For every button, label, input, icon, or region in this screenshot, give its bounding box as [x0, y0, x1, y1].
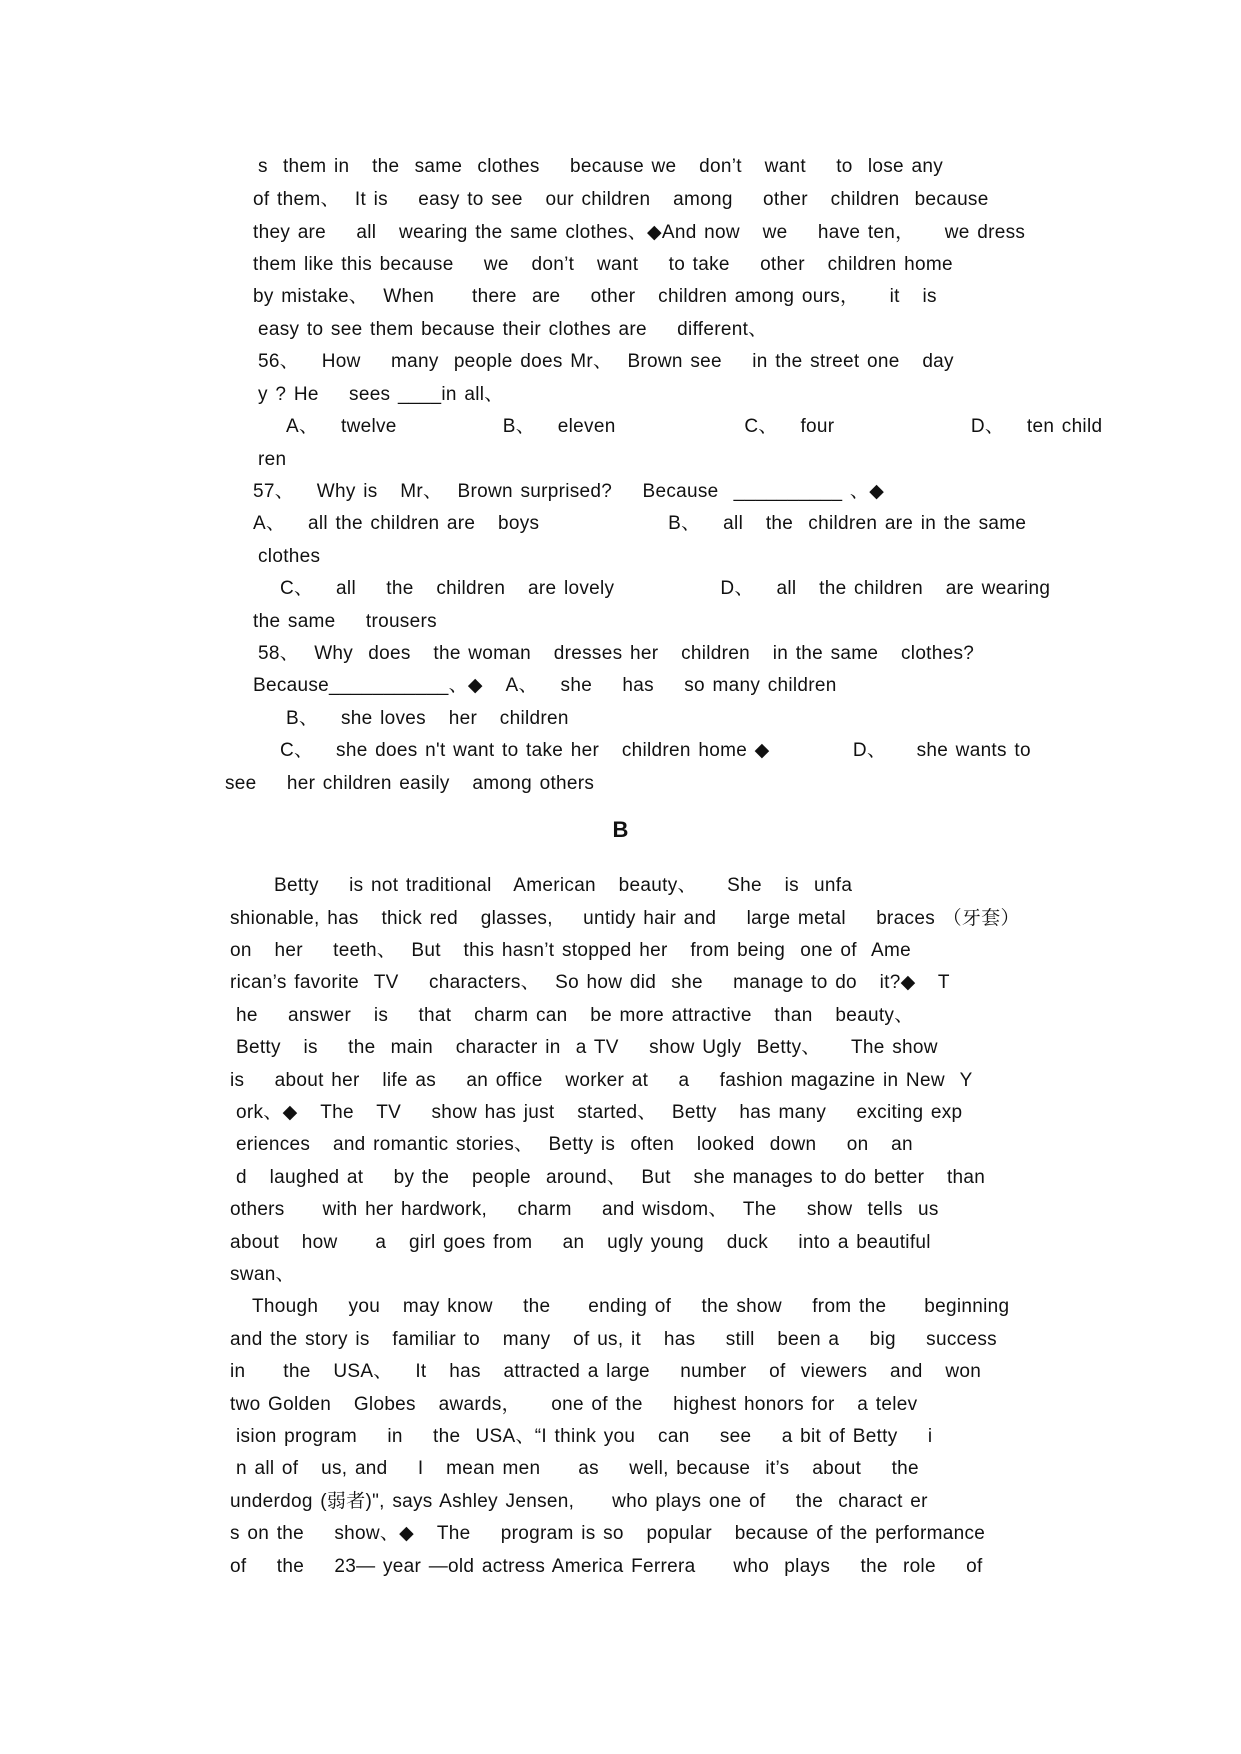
passage-b-line-4: rican’s favorite TV characters、 So how did she manage to do it?◆ T [230, 972, 950, 993]
question-57-options-cd-cont: the same trousers [253, 611, 437, 632]
section-b-heading: B [612, 817, 629, 842]
question-58-options-cd: C、 she does n't want to take her children home ◆ D、 she wants to [280, 740, 1031, 761]
passage-b-line-6: Betty is the main character in a TV show Ugly Betty、 The show [236, 1037, 938, 1058]
passage-b-line-11: others with her hardwork, charm and wisdom、 The show tells us [230, 1199, 939, 1220]
question-57-stem: 57、 Why is Mr、 Brown surprised? Because __________ 、◆ [253, 481, 885, 502]
question-56-stem-cont: y ? He sees ____in all、 [258, 384, 504, 405]
passage-b-line-17: two Golden Globes awards， one of the highest honors for a telev [230, 1394, 918, 1415]
question-58-option-b: B、 she loves her children [286, 708, 569, 729]
passage-a-line-1: s them in the same clothes because we don’t want to lose any [258, 156, 943, 177]
passage-a-line-5: by mistake、 When there are other children among ours， it is [253, 286, 937, 307]
passage-b-line-1: Betty is not traditional American beauty、 She is unfa [274, 875, 853, 896]
passage-b-line-22: of the 23— year —old actress America Ferrera who plays the role of [230, 1556, 983, 1577]
passage-b-line-14: Though you may know the ending of the show from the beginning [252, 1296, 1010, 1317]
passage-b-line-15: and the story is familiar to many of us, it has still been a big success [230, 1329, 997, 1350]
passage-a-line-4: them like this because we don’t want to take other children home [253, 254, 953, 275]
question-58-stem: 58、 Why does the woman dresses her children in the same clothes? [258, 643, 975, 664]
question-58-stem-option-a: Because___________、◆ A、 she has so many children [253, 675, 837, 696]
passage-b-line-9: eriences and romantic stories、 Betty is often looked down on an [236, 1134, 913, 1155]
passage-b-line-3: on her teeth、 But this hasn’t stopped her from being one of Ame [230, 940, 911, 961]
passage-b-line-20: underdog (弱者)", says Ashley Jensen, who plays one of the charact er [230, 1491, 928, 1512]
passage-b-line-5: he answer is that charm can be more attractive than beauty、 [236, 1005, 914, 1026]
passage-a-line-2: of them、 It is easy to see our children among other children because [253, 189, 989, 210]
passage-b-line-19: n all of us, and I mean men as well, because it’s about the [236, 1458, 919, 1479]
question-57-options-cd: C、 all the children are lovely D、 all the children are wearing [280, 578, 1051, 599]
question-56-options-cont: ren [258, 449, 287, 470]
passage-b-line-13: swan、 [230, 1264, 295, 1285]
passage-b-line-8: ork、◆ The TV show has just started、 Betty has many exciting exp [236, 1102, 963, 1123]
passage-b-line-18: ision program in the USA、“I think you can see a bit of Betty i [236, 1426, 933, 1447]
passage-a-line-6: easy to see them because their clothes are different、 [258, 319, 768, 340]
passage-b-line-12: about how a girl goes from an ugly young duck into a beautiful [230, 1232, 931, 1253]
passage-b-line-16: in the USA、 It has attracted a large number of viewers and won [230, 1361, 982, 1382]
passage-b-line-10: d laughed at by the people around、 But she manages to do better than [236, 1167, 986, 1188]
question-57-options-ab-cont: clothes [258, 546, 321, 567]
passage-b-line-2: shionable, has thick red glasses, untidy hair and large metal braces （牙套） [230, 908, 1020, 929]
passage-b-line-7: is about her life as an office worker at a fashion magazine in New Y [230, 1070, 973, 1091]
question-58-options-cd-cont: see her children easily among others [225, 773, 595, 794]
question-57-options-ab: A、 all the children are boys B、 all the children are in the same [253, 513, 1027, 534]
question-56-stem: 56、 How many people does Mr、 Brown see in the street one day [258, 351, 954, 372]
passage-b-line-21: s on the show、◆ The program is so popular because of the performance [230, 1523, 986, 1544]
passage-a-line-3: they are all wearing the same clothes、◆And now we have ten， we dress [253, 222, 1026, 243]
question-56-options: A、 twelve B、 eleven C、 four D、 ten child [286, 416, 1103, 437]
